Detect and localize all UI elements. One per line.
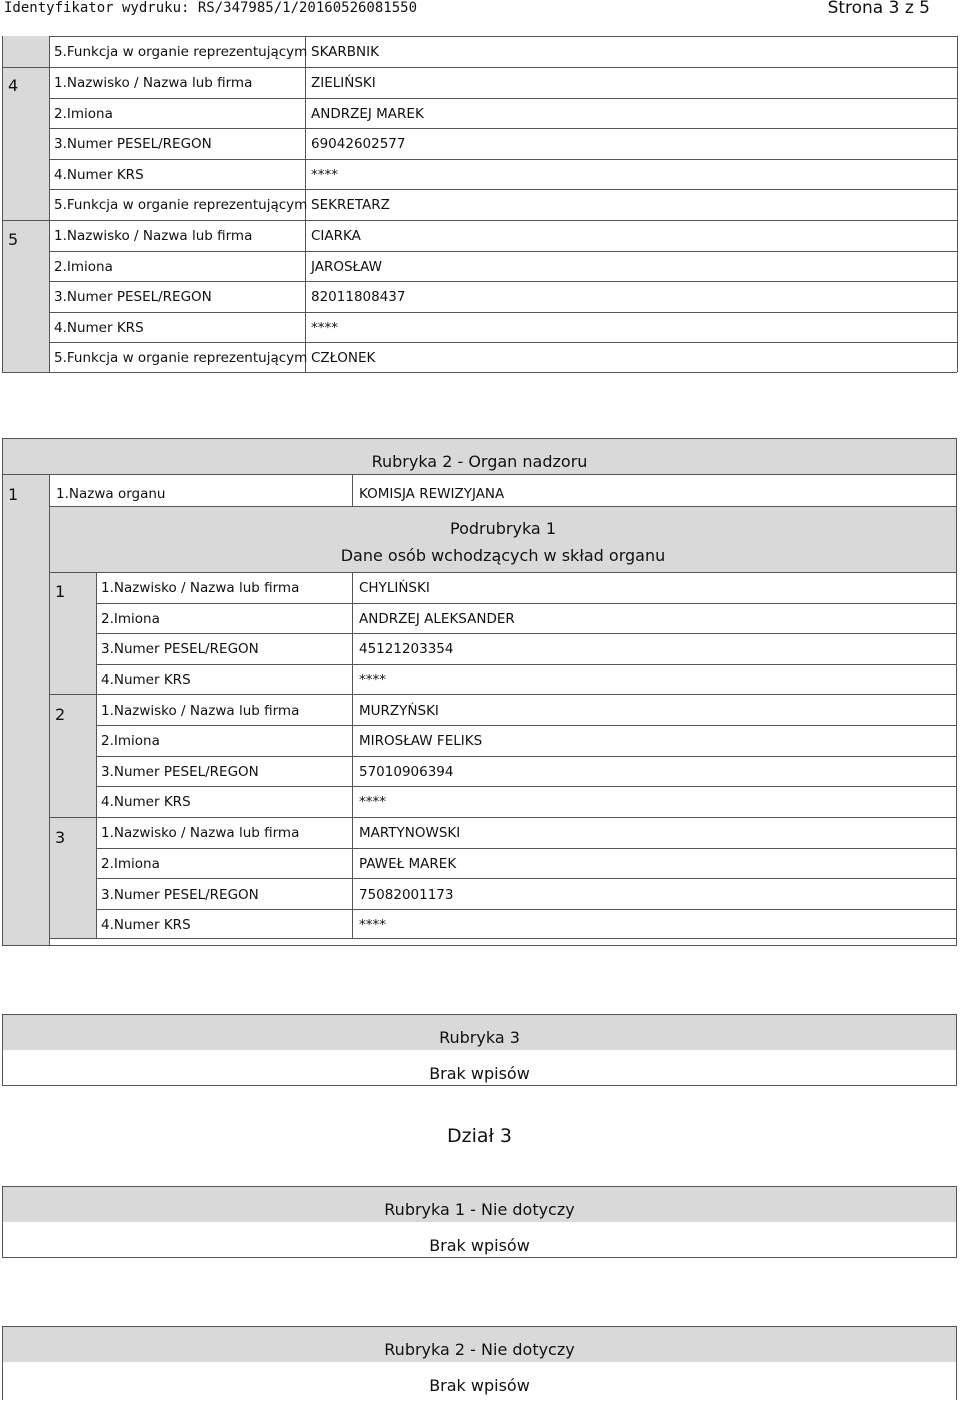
person-number: 5 <box>8 230 19 249</box>
field-value: PAWEŁ MAREK <box>359 856 457 872</box>
member-number: 1 <box>55 582 66 601</box>
page-number: Strona 3 z 5 <box>827 0 930 18</box>
field-label: 1.Nazwisko / Nazwa lub firma <box>101 580 300 596</box>
field-value: **** <box>359 794 386 810</box>
subsection-subtitle: Dane osób wchodzących w skład organu <box>340 546 666 565</box>
person-number: 4 <box>8 76 19 95</box>
field-value: ANDRZEJ ALEKSANDER <box>359 611 515 627</box>
field-value: 75082001173 <box>359 887 454 903</box>
organ-number: 1 <box>8 485 19 504</box>
section-title: Rubryka 2 - Nie dotyczy <box>384 1340 575 1359</box>
field-value: ZIELIŃSKI <box>311 75 376 91</box>
field-label: 2.Imiona <box>54 106 113 122</box>
field-label: 1.Nazwisko / Nazwa lub firma <box>101 703 300 719</box>
field-label: 4.Numer KRS <box>101 672 191 688</box>
field-value: CHYLIŃSKI <box>359 580 430 596</box>
field-label: 4.Numer KRS <box>54 167 144 183</box>
field-label: 3.Numer PESEL/REGON <box>101 641 259 657</box>
field-value: CZŁONEK <box>311 350 376 366</box>
field-value: **** <box>311 320 338 336</box>
field-value: KOMISJA REWIZYJANA <box>359 486 505 502</box>
field-label: 2.Imiona <box>101 733 160 749</box>
field-label: 4.Numer KRS <box>101 917 191 933</box>
field-value: JAROSŁAW <box>311 259 382 275</box>
field-label: 2.Imiona <box>101 611 160 627</box>
field-label: 1.Nazwa organu <box>56 486 166 502</box>
field-label: 2.Imiona <box>101 856 160 872</box>
section-empty-text: Brak wpisów <box>429 1376 530 1395</box>
field-value: ANDRZEJ MAREK <box>311 106 424 122</box>
field-value: SEKRETARZ <box>311 197 390 213</box>
field-value: 45121203354 <box>359 641 454 657</box>
field-value: 57010906394 <box>359 764 454 780</box>
field-label: 1.Nazwisko / Nazwa lub firma <box>101 825 300 841</box>
field-value: **** <box>359 917 386 933</box>
field-value: **** <box>311 167 338 183</box>
section-empty-text: Brak wpisów <box>429 1236 530 1255</box>
section-title: Rubryka 1 - Nie dotyczy <box>384 1200 575 1219</box>
section-title: Rubryka 3 <box>439 1028 520 1047</box>
field-value: CIARKA <box>311 228 361 244</box>
field-value: 82011808437 <box>311 289 406 305</box>
field-label: 3.Numer PESEL/REGON <box>54 136 212 152</box>
field-label: 5.Funkcja w organie reprezentującym <box>54 44 308 60</box>
field-label: 3.Numer PESEL/REGON <box>101 764 259 780</box>
field-label: 3.Numer PESEL/REGON <box>54 289 212 305</box>
field-label: 5.Funkcja w organie reprezentującym <box>54 350 308 366</box>
field-value: SKARBNIK <box>311 44 379 60</box>
field-label: 3.Numer PESEL/REGON <box>101 887 259 903</box>
field-label: 4.Numer KRS <box>54 320 144 336</box>
section-empty-text: Brak wpisów <box>429 1064 530 1083</box>
member-number: 2 <box>55 705 66 724</box>
field-label: 4.Numer KRS <box>101 794 191 810</box>
field-value: **** <box>359 672 386 688</box>
field-value: 69042602577 <box>311 136 406 152</box>
field-value: MIROSŁAW FELIKS <box>359 733 483 749</box>
field-value: MARTYNOWSKI <box>359 825 461 841</box>
member-number: 3 <box>55 828 66 847</box>
field-label: 2.Imiona <box>54 259 113 275</box>
subsection-title: Podrubryka 1 <box>450 519 556 538</box>
field-label: 1.Nazwisko / Nazwa lub firma <box>54 75 253 91</box>
print-identifier: Identyfikator wydruku: RS/347985/1/20160526081550 <box>4 0 418 16</box>
section-title: Rubryka 2 - Organ nadzoru <box>371 452 588 471</box>
chapter-title: Dział 3 <box>446 1125 513 1147</box>
field-label: 5.Funkcja w organie reprezentującym <box>54 197 308 213</box>
field-value: MURZYŃSKI <box>359 703 439 719</box>
field-label: 1.Nazwisko / Nazwa lub firma <box>54 228 253 244</box>
